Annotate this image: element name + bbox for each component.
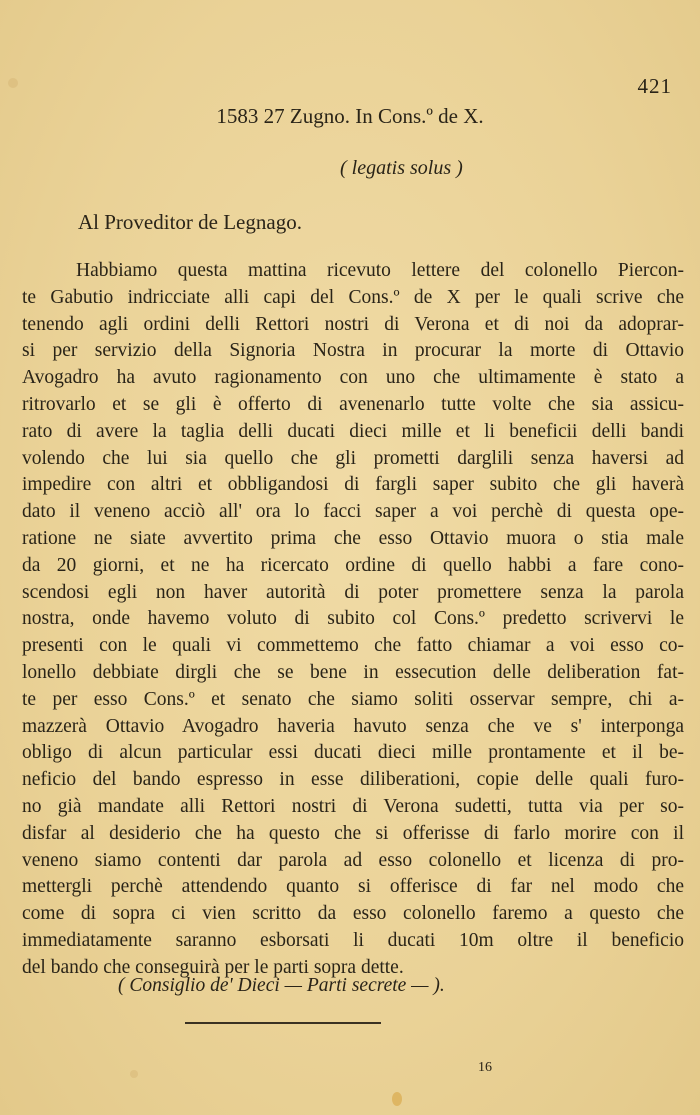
page-number: 421: [637, 74, 672, 98]
source-citation: ( Consiglio de' Dieci — Parti secrete — ).: [118, 975, 445, 996]
body-line: presenti con le quali vi commettemo che fatto chiamar a voi esso co-: [22, 635, 684, 657]
paper-stain: [8, 78, 18, 88]
body-line: come di sopra ci vien scritto da esso colonello faremo a questo che: [22, 903, 684, 925]
body-line: nostra, onde havemo voluto di subito col Cons.º predetto scrivervi le: [22, 608, 684, 630]
letter-body: [22, 258, 684, 982]
body-line: impedire con altri et obbligandosi di fargli saper subito che gli haverà: [22, 474, 684, 496]
body-line: Avogadro ha avuto ragionamento con uno che ultimamente è stato a: [22, 367, 684, 389]
heading-note: ( legatis solus ): [340, 157, 463, 179]
body-line: mettergli perchè attendendo quanto si offerisce di far nel modo che: [22, 876, 684, 898]
paper-stain: [392, 1092, 402, 1106]
separator-rule: [185, 1022, 381, 1024]
signature-mark: 16: [478, 1060, 492, 1075]
body-line: neficio del bando espresso in esse diliberationi, copie delle quali furo-: [22, 769, 684, 791]
body-line: Habbiamo questa mattina ricevuto lettere del colonello Piercon-: [76, 260, 684, 281]
body-line: rato di avere la taglia delli ducati dieci mille et li beneficii delli bandi: [22, 420, 684, 442]
addressee-line: Al Proveditor de Legnago.: [78, 210, 302, 234]
body-line: ritrovarlo et se gli è offerto di avenenarlo tutte volte che sia assicu-: [22, 393, 684, 415]
body-line: ratione ne siate avvertito prima che esso Ottavio muora o stia male: [22, 527, 684, 549]
body-line: veneno siamo contenti dar parola ad esso colonello et licenza di pro-: [22, 849, 684, 871]
body-line: te per esso Cons.º et senato che siamo soliti osservar sempre, chi a-: [22, 688, 684, 710]
body-line: immediatamente saranno esborsati li ducati 10m oltre il beneficio: [22, 929, 684, 951]
body-line: del bando che conseguirà per le parti sopra dette.: [22, 956, 404, 978]
body-line: mazzerà Ottavio Avogadro haveria havuto senza che ve s' interponga: [22, 715, 684, 737]
body-line: disfar al desiderio che ha questo che si offerisse di farlo morire con il: [22, 822, 684, 844]
body-line: dato il veneno acciò all' ora lo facci saper a voi perchè di questa ope-: [22, 501, 684, 523]
document-heading: 1583 27 Zugno. In Cons.º de X.: [216, 104, 484, 128]
paper-stain: [130, 1070, 138, 1078]
body-line: da 20 giorni, et ne ha ricercato ordine di quello habbi a fare cono-: [22, 554, 684, 576]
body-line: volendo che lui sia quello che gli prometti darglili senza haversi ad: [22, 447, 684, 469]
body-line: te Gabutio indricciate alli capi del Cons.º de X per le quali scrive che: [22, 286, 684, 308]
body-line: scendosi egli non haver autorità di poter promettere senza la parola: [22, 581, 684, 603]
body-line: no già mandate alli Rettori nostri di Verona sudetti, tutta via per so-: [22, 795, 684, 817]
body-line: lonello debbiate dirgli che se bene in essecution delle deliberation fat-: [22, 661, 684, 683]
body-line: si per servizio della Signoria Nostra in procurar la morte di Ottavio: [22, 340, 684, 362]
body-line: obligo di alcun particular essi ducati dieci mille prontamente et il be-: [22, 742, 684, 764]
body-line: tenendo agli ordini delli Rettori nostri di Verona et di noi da adoprar-: [22, 313, 684, 335]
